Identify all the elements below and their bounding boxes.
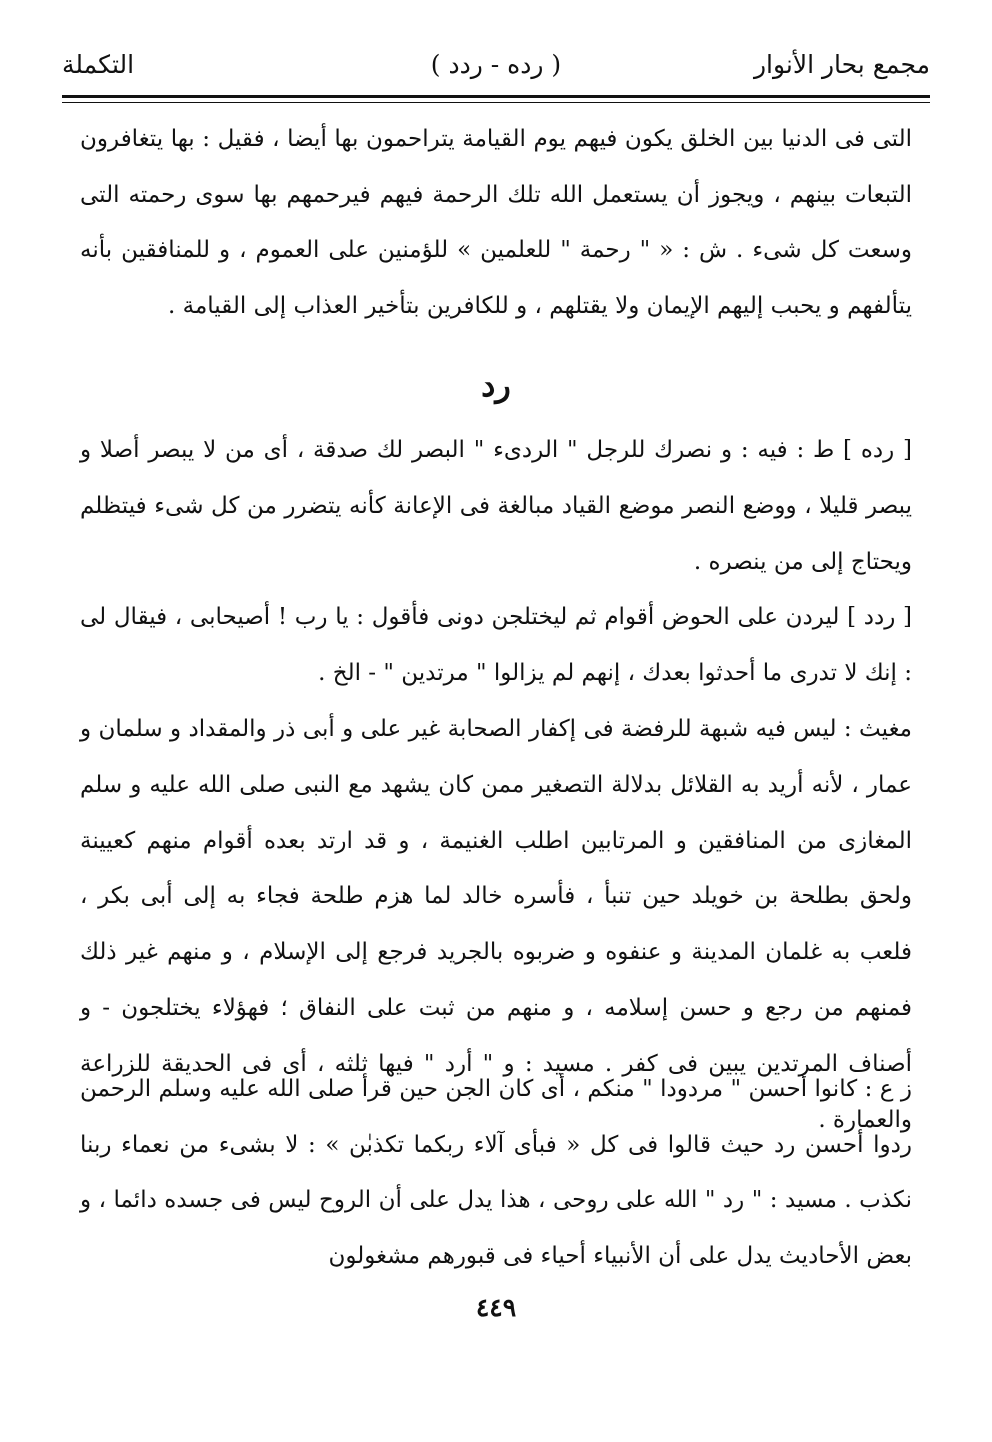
entry-radad-paragraph: [ ردد ] ليردن على الحوض أقوام ثم ليختلجن دونى فأقول : يا رب ! أصيحابى ، فيقال لى : إنك لا تدرى ما أحدثوا بعدك ، إنهم لم يزالوا " مرتدين " - الخ . — [80, 604, 912, 687]
header-entry-range: ( رده - ردد ) — [430, 50, 562, 79]
continued-paragraph — [80, 112, 912, 334]
page-number: ٤٤٩ — [475, 1293, 517, 1322]
header-book-title: مجمع بحار الأنوار — [753, 50, 930, 79]
header-rule-thin — [62, 102, 930, 103]
section-heading: رد — [481, 366, 511, 404]
closing-block — [80, 1062, 912, 1284]
header-rule-thick — [62, 95, 930, 98]
zain-ain-paragraph: ز ع : كانوا أحسن " مردودا " منكم ، أى كان الجن حين قرأ صلى الله عليه وسلم الرحمن ردوا أحسن رد حيث قالوا فى كل « فبأى آلاء ربكما تكذبٰن » : لا بشىء من نعماء ربنا نكذب . مسيد : " رد " الله على روحى ، هذا يدل على أن الروح ليس فى جسده دائما ، و بعض الأحاديث يدل على أن الأنبياء أحياء فى قبورهم مشغولون — [80, 1076, 912, 1269]
paragraph-text: التى فى الدنيا بين الخلق يكون فيهم يوم القيامة يتراحمون بها أيضا ، فقيل : بها يتغافرون التبعات بينهم ، ويجوز أن يستعمل الله تلك الرحمة فيهم فيرحمهم بها سوى رحمته التى وسعت كل شىء . ش : « " رحمة " للعلمين » للؤمنين على العموم ، و للمنافقين بأنه يتألفهم و يحبب إليهم الإيمان ولا يقتلهم ، و للكافرين بتأخير العذاب إلى القيامة . — [80, 126, 912, 319]
entry-block — [80, 423, 912, 1148]
header-section-title: التكملة — [62, 50, 135, 79]
mughith-commentary-paragraph: مغيث : ليس فيه شبهة للرفضة فى إكفار الصحابة غير على و أبى ذر والمقداد و سلمان و عمار ، لأنه أريد به القلائل بدلالة التصغير ممن كان يشهد مع النبى صلى الله عليه و سلم المغازى من المنافقين و المرتابين اطلب الغنيمة ، و قد ارتد بعده أقوام منهم كعيينة ولحق بطلحة بن خويلد حين تنبأ ، فأسره خالد لما هزم طلحة فجاء به إلى أبى بكر ، فلعب به غلمان المدينة و عنفوه و ضربوه بالجريد فرجع إلى الإسلام ، و منهم غير ذلك فمنهم من رجع و حسن إسلامه ، و منهم من ثبت على النفاق ؛ فهؤلاء يختلجون - و أصناف المرتدين يبين فى كفر . مسيد : و " أرد " فيها ثلثه ، أى فى الحديقة للزراعة والعمارة . — [80, 715, 912, 1133]
running-header — [62, 44, 930, 92]
entry-radah-paragraph: [ رده ] ط : فيه : و نصرك للرجل " الردىء " البصر لك صدقة ، أى من لا يبصر أصلا و يبصر قليلا ، ووضع النصر موضع القياد مبالغة فى الإعانة كأنه يتضرر من كل شىء فيتظلم ويحتاج إلى من ينصره . — [80, 437, 912, 575]
